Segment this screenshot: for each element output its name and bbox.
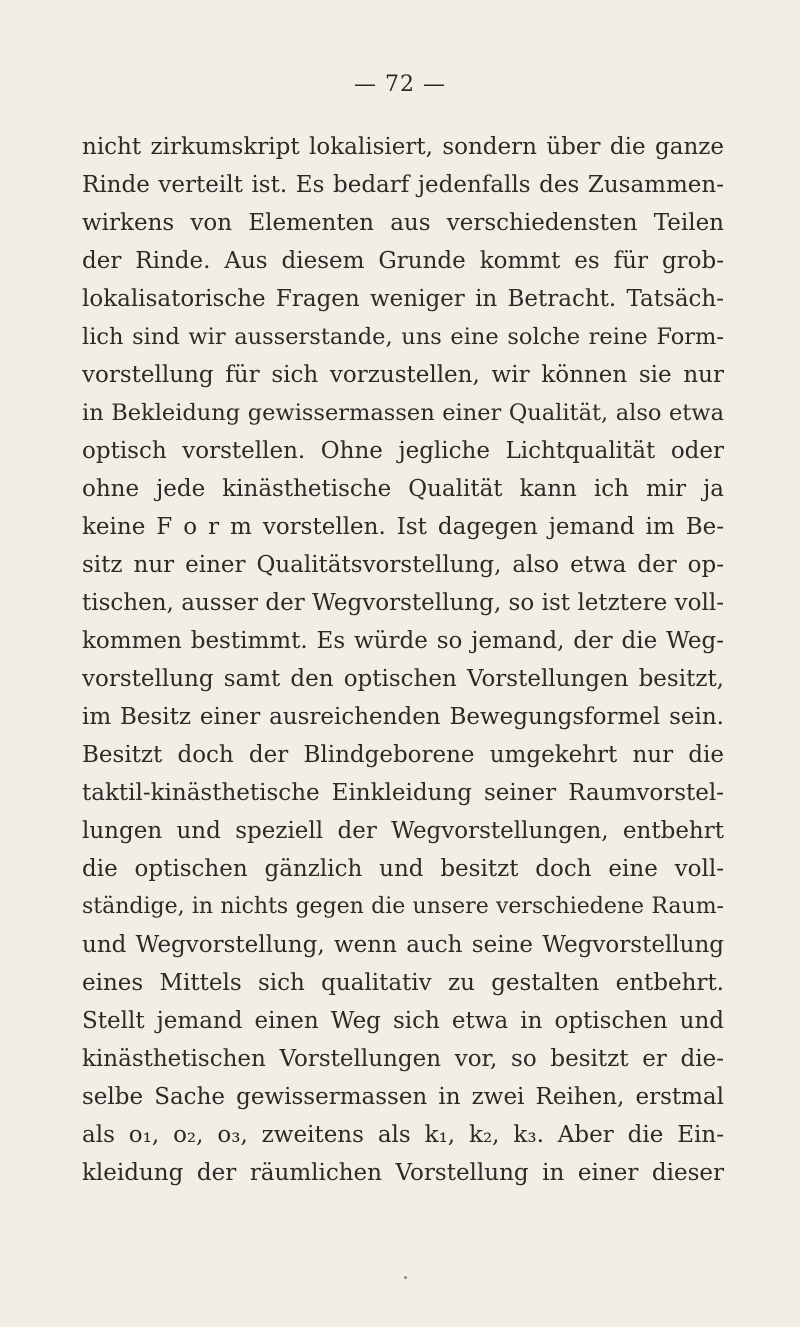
text-line: taktil-kinästhetische Einkleidung seiner Raumvorstel- [82,780,724,806]
text-line: im Besitz einer ausreichenden Bewegungsformel sein. [82,704,724,730]
paragraph [82,128,724,1192]
text-line: vorstellung für sich vorzustellen, wir können sie nur [82,362,724,388]
paper-speck [404,1276,407,1279]
text-line: als o₁, o₂, o₃, zweitens als k₁, k₂, k₃. Aber die Ein- [82,1122,724,1148]
text-line: lich sind wir ausserstande, uns eine solche reine Form- [82,324,724,350]
text-line: kleidung der räumlichen Vorstellung in einer dieser [82,1160,724,1186]
text-line: Rinde verteilt ist. Es bedarf jedenfalls des Zusammen- [82,172,724,198]
text-line: ohne jede kinästhetische Qualität kann ich mir ja [82,476,724,502]
text-line: sitz nur einer Qualitätsvorstellung, also etwa der op- [82,552,724,578]
text-line: ständige, in nichts gegen die unsere verschiedene Raum- [82,894,724,919]
text-line: kommen bestimmt. Es würde so jemand, der die Weg- [82,628,724,654]
text-line: selbe Sache gewissermassen in zwei Reihen, erstmal [82,1084,724,1110]
text-line: lungen und speziell der Wegvorstellungen, entbehrt [82,818,724,844]
text-line: tischen, ausser der Wegvorstellung, so ist letztere voll- [82,590,724,616]
text-line: Besitzt doch der Blindgeborene umgekehrt nur die [82,742,724,768]
text-line: und Wegvorstellung, wenn auch seine Wegvorstellung [82,932,724,958]
text-line: Stellt jemand einen Weg sich etwa in optischen und [82,1008,724,1034]
text-line: kinästhetischen Vorstellungen vor, so besitzt er die- [82,1046,724,1072]
text-line: die optischen gänzlich und besitzt doch eine voll- [82,856,724,882]
text-line: nicht zirkumskript lokalisiert, sondern über die ganze [82,134,724,160]
text-line: wirkens von Elementen aus verschiedensten Teilen [82,210,724,236]
page-number: — 72 — [354,72,446,97]
text-line: der Rinde. Aus diesem Grunde kommt es für grob- [82,248,724,274]
text-line: lokalisatorische Fragen weniger in Betracht. Tatsäch- [82,286,724,312]
text-line: in Bekleidung gewissermassen einer Qualität, also etwa [82,400,724,426]
text-line: keine F o r m vorstellen. Ist dagegen jemand im Be- [82,514,724,540]
text-line: vorstellung samt den optischen Vorstellungen besitzt, [82,666,724,692]
text-line: optisch vorstellen. Ohne jegliche Lichtqualität oder [82,438,724,464]
text-line: eines Mittels sich qualitativ zu gestalten entbehrt. [82,970,724,996]
